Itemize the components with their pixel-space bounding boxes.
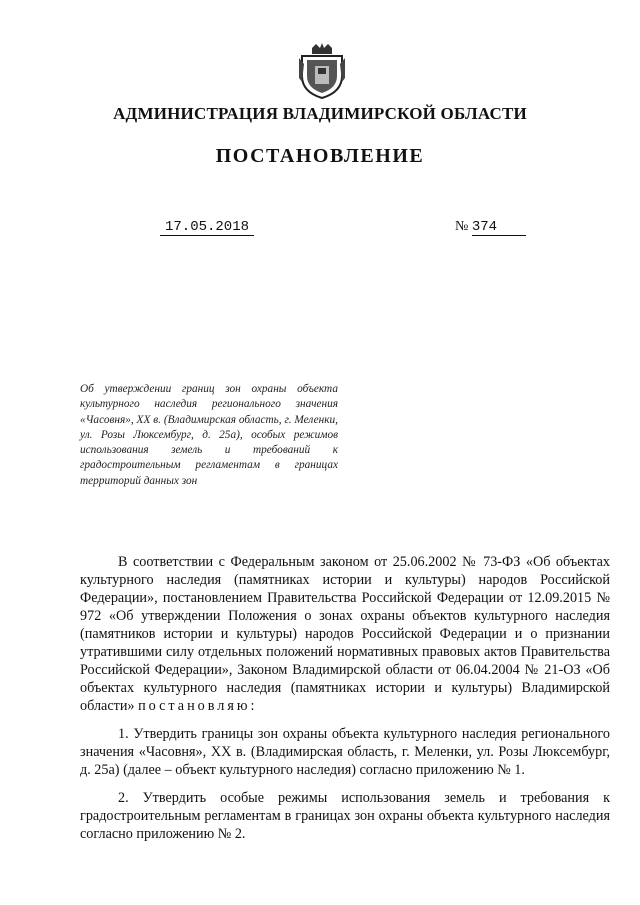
organization-name: АДМИНИСТРАЦИЯ ВЛАДИМИРСКОЙ ОБЛАСТИ (113, 104, 527, 123)
document-number (455, 219, 526, 236)
decree-word: постановляю: (138, 698, 258, 714)
number-prefix: № (455, 219, 469, 234)
document-type: ПОСТАНОВЛЕНИЕ (215, 145, 425, 167)
document-date: 17.05.2018 (160, 219, 254, 236)
preamble-text: В соответствии с Федеральным законом от 25.06.2002 № 73-ФЗ «Об объектах культурного наследия (памятниках истории и культуры) народов Российской Федерации», постановлением Правительства Российской Федерации от 12.09.2015 № 972 «Об утверждении Положения о зонах охраны объектов культурного наследия (памятников истории и культуры) народов Российской Федерации и о признании утратившими силу отдельных положений нормативных правовых актов Правительства Российской Федерации», Законом Владимирской области от 06.04.2004 № 21-ОЗ «Об объектах культурного наследия (памятниках истории и культуры) Владимирской области» (80, 554, 610, 714)
preamble-paragraph (80, 553, 610, 715)
document-subject: Об утверждении границ зон охраны объекта культурного наследия регионального значения «Часовня», XX в. (Владимирская область, г. Меленки, ул. Розы Люксембург, д. 25а), особых режимов использования земель и требований к градостроительным регламентам в границах территорий данных зон (80, 383, 338, 487)
decree-item-2: 2. Утвердить особые режимы использования земель и требования к градостроительным регламентам в границах зон охраны объекта культурного наследия согласно приложению № 2. (80, 790, 610, 842)
document-body (80, 553, 610, 853)
number-value: 374 (472, 219, 526, 236)
coat-of-arms-icon (298, 42, 346, 100)
decree-item-1: 1. Утвердить границы зон охраны объекта культурного наследия регионального значения «Часовня», XX в. (Владимирская область, г. Меленки, ул. Розы Люксембург, д. 25а) (далее – объект культурного наследия) согласно приложению № 1. (80, 726, 610, 778)
